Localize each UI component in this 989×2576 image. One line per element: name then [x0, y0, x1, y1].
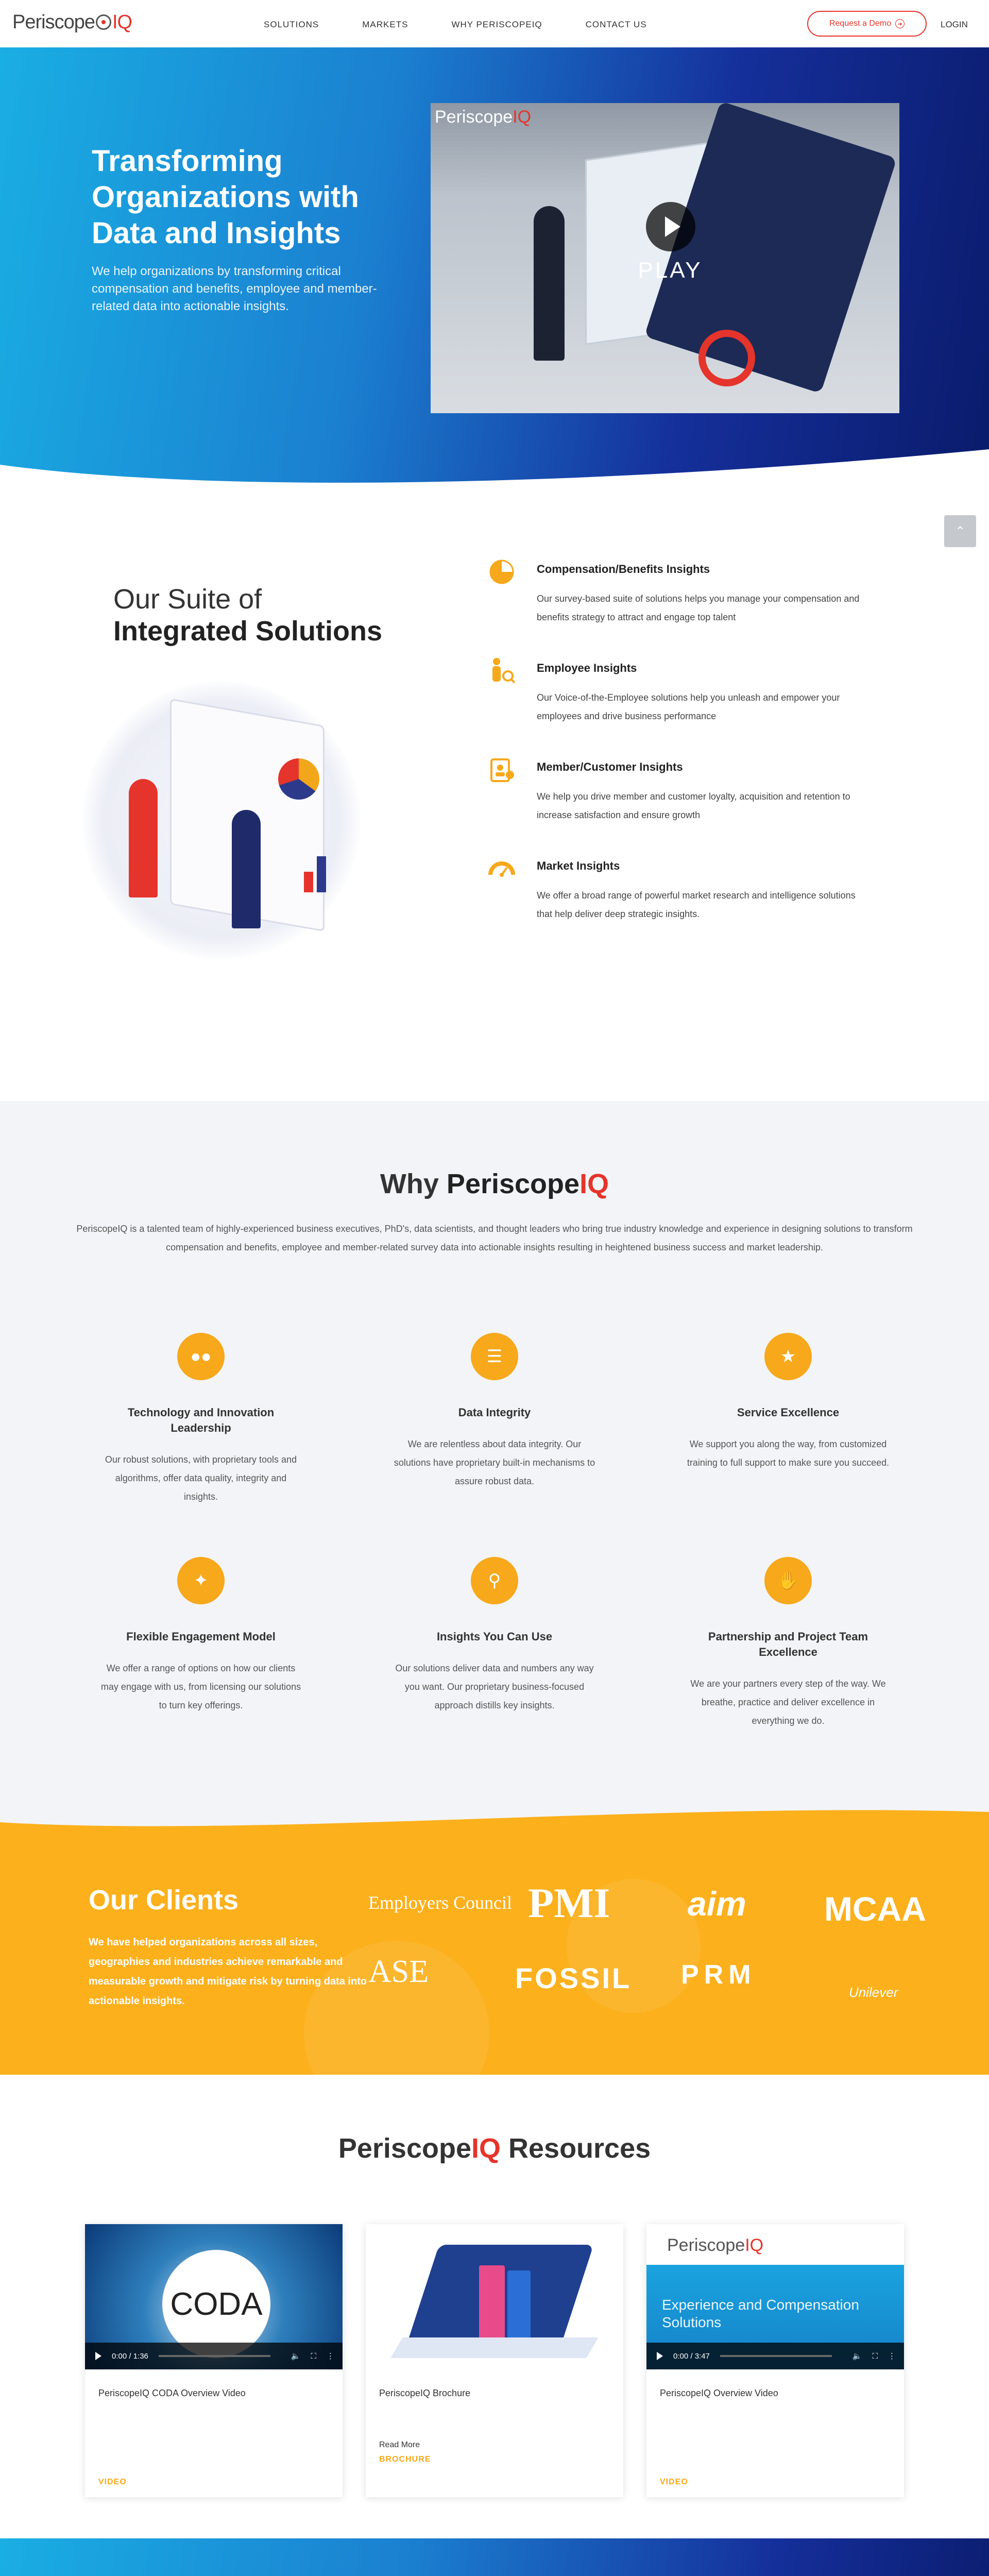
solution-text: We help you drive member and customer loyalty, acquisition and retention to increase satisfaction and ensure growth — [537, 791, 850, 820]
illustration-person-female — [129, 779, 158, 897]
play-icon[interactable] — [657, 2352, 663, 2360]
illustration-person-male — [232, 810, 261, 928]
video-controls[interactable] — [646, 2343, 904, 2369]
video-logo: PeriscopeIQ — [435, 107, 532, 127]
arrow-right-icon: ➜ — [895, 19, 905, 28]
clients-wave — [0, 1807, 989, 1838]
nav-solutions[interactable]: SOLUTIONS — [264, 20, 319, 29]
resource-card-coda-video[interactable] — [85, 2224, 343, 2497]
logo-eye-icon — [96, 14, 111, 30]
solution-title: Market Insights — [537, 859, 620, 872]
card-type: VIDEO — [660, 2478, 688, 2486]
coda-video-player[interactable] — [85, 2224, 343, 2369]
hero-section — [0, 47, 989, 496]
scroll-to-top-button[interactable] — [944, 515, 976, 547]
feature-title: Service Excellence — [737, 1406, 840, 1419]
handshake-icon: ✋ — [764, 1557, 812, 1604]
feature-title: Data Integrity — [458, 1406, 531, 1419]
chevron-up-icon: ⌃ — [954, 524, 966, 538]
overview-video-player[interactable] — [646, 2224, 904, 2369]
client-logo-mcaa: MCAA — [824, 1890, 926, 1928]
nav-markets[interactable]: MARKETS — [362, 20, 408, 29]
brochure-image — [366, 2224, 623, 2369]
login-link[interactable]: LOGIN — [941, 20, 968, 29]
nav-contact-us[interactable]: CONTACT US — [585, 20, 647, 29]
keyboard-icon — [390, 2337, 598, 2358]
illustration-pie-icon — [278, 758, 319, 800]
suite-illustration — [82, 681, 361, 959]
read-more-link[interactable]: Read More — [379, 2441, 420, 2449]
why-description: PeriscopeIQ is a talented team of highly-experienced business executives, PhD's, data scientists, and thought leaders who bring true industry knowledge and experience in designing solutions to transform compensation and benefits, employee and member-related survey data into actionable insights resulting in heightened business success and market leadership. — [76, 1224, 913, 1252]
feature-title: Insights You Can Use — [436, 1630, 553, 1643]
feature-text: Our robust solutions, with proprietary tools and algorithms, offer data quality, integrity and insights. — [105, 1454, 297, 1502]
coda-media-title: CODA — [162, 2250, 270, 2358]
feature-technology — [98, 1333, 304, 1506]
hero-wave — [0, 449, 989, 496]
illustration-bar — [304, 872, 313, 892]
feature-insights — [391, 1557, 598, 1715]
volume-icon[interactable]: 🔈 — [291, 2352, 301, 2361]
card-title: PeriscopeIQ Brochure — [379, 2388, 471, 2398]
feature-text: We support you along the way, from customized training to full support to make sure you succeed. — [687, 1439, 890, 1468]
feature-service — [685, 1333, 891, 1472]
feature-data-integrity — [391, 1333, 598, 1490]
fullscreen-icon[interactable]: ⛶ — [311, 2351, 316, 2361]
client-logo-pmi: PMI — [528, 1879, 610, 1926]
suite-title-light: Our Suite of — [113, 584, 262, 615]
illustration-bar — [317, 856, 326, 892]
client-logo-aim: aim — [688, 1885, 746, 1923]
video-progress-track[interactable] — [159, 2355, 270, 2357]
solution-title: Employee Insights — [537, 662, 637, 674]
pie-chart-icon — [487, 557, 516, 586]
solution-text: We offer a broad range of powerful market research and intelligence solutions that help deliver deep strategic insights. — [537, 890, 856, 919]
card-title: PeriscopeIQ Overview Video — [660, 2388, 778, 2398]
feature-flexible — [98, 1557, 304, 1715]
feature-text: We are relentless about data integrity. Our solutions have proprietary built-in mechanisms to assure robust data. — [394, 1439, 595, 1486]
more-options-icon[interactable]: ⋮ — [327, 2352, 334, 2361]
client-logo-prm: PRM — [681, 1960, 756, 1990]
feature-title: Partnership and Project Team Excellence — [708, 1630, 868, 1658]
clients-title: Our Clients — [89, 1885, 239, 1916]
feature-text: Our solutions deliver data and numbers any way you want. Our proprietary business-focused approach distills key insights. — [395, 1663, 594, 1710]
hero-subtitle: We help organizations by transforming critical compensation and benefits, employee and member-related data into actionable insights. — [92, 264, 377, 313]
more-options-icon[interactable]: ⋮ — [888, 2352, 896, 2361]
person-search-icon — [487, 656, 516, 685]
play-icon[interactable] — [95, 2352, 101, 2360]
why-section — [0, 1101, 989, 1807]
video-time: 0:00 / 3:47 — [673, 2351, 710, 2361]
feature-text: We offer a range of options on how our clients may engage with us, from licensing our solutions to turn key offerings. — [100, 1663, 301, 1710]
solution-title: Compensation/Benefits Insights — [537, 563, 710, 575]
volume-icon[interactable]: 🔈 — [852, 2352, 862, 2361]
logo[interactable] — [12, 11, 132, 33]
people-icon: ●● — [177, 1333, 225, 1380]
solution-title: Member/Customer Insights — [537, 760, 683, 773]
video-time: 0:00 / 1:36 — [112, 2351, 148, 2361]
card-type: VIDEO — [98, 2478, 127, 2486]
request-demo-label: Request a Demo — [829, 19, 892, 28]
resource-card-brochure[interactable] — [366, 2224, 623, 2497]
card-type: BROCHURE — [379, 2455, 431, 2464]
client-logo-ase: ASE — [368, 1954, 429, 1989]
hero-title: Transforming Organizations with Data and Insights — [92, 144, 359, 250]
feature-partnership — [685, 1557, 891, 1730]
resources-title: PeriscopeIQ Resources — [338, 2133, 651, 2164]
search-icon: ⚲ — [471, 1557, 518, 1604]
trophy-icon: ★ — [764, 1333, 812, 1380]
solution-text: Our Voice-of-the-Employee solutions help you unleash and empower your employees and drive business performance — [537, 692, 840, 721]
resources-section — [0, 2075, 989, 2538]
nav-why-periscopeiq[interactable]: WHY PERISCOPEIQ — [451, 20, 542, 29]
member-card-icon — [487, 755, 516, 784]
hero-video[interactable] — [431, 103, 899, 413]
site-header — [0, 0, 989, 47]
play-icon[interactable] — [646, 202, 695, 251]
clients-section — [0, 1807, 989, 2075]
consultation-section — [0, 2538, 989, 2576]
request-demo-button[interactable] — [807, 11, 927, 37]
clients-description: We have helped organizations across all sizes, geographies and industries achieve remarkable and measurable growth and mitigate risk by turning data into actionable insights. — [89, 1937, 367, 2007]
play-label: PLAY — [638, 258, 703, 283]
video-illustration-person — [534, 206, 565, 361]
main-nav — [264, 20, 690, 30]
video-progress-track[interactable] — [720, 2355, 832, 2357]
logo-text: Periscope — [12, 11, 95, 33]
solutions-suite-section — [0, 496, 989, 1101]
feature-title: Flexible Engagement Model — [126, 1630, 276, 1643]
overview-video-logo: PeriscopeIQ — [667, 2235, 764, 2255]
resource-card-overview-video[interactable] — [646, 2224, 904, 2497]
feature-text: We are your partners every step of the way. We breathe, practice and deliver excellence in everything we do. — [690, 1679, 886, 1726]
client-logo-unilever: Unilever — [849, 1985, 898, 2000]
database-icon: ☰ — [471, 1333, 518, 1380]
card-title: PeriscopeIQ CODA Overview Video — [98, 2388, 246, 2398]
overview-media-title: Experience and Compensation Solutions — [662, 2297, 859, 2330]
gauge-icon — [487, 854, 516, 883]
video-illustration-magnifier — [698, 330, 755, 386]
video-controls[interactable] — [85, 2343, 343, 2369]
why-title: Why PeriscopeIQ — [380, 1168, 609, 1199]
client-logo-fossil: FOSSIL — [515, 1962, 632, 1994]
network-icon: ✦ — [177, 1557, 225, 1604]
suite-title-bold: Integrated Solutions — [113, 616, 383, 647]
feature-title: Technology and Innovation Leadership — [127, 1406, 275, 1434]
solution-text: Our survey-based suite of solutions helps you manage your compensation and benefits strategy to attract and engage top talent — [537, 594, 860, 622]
logo-iq: IQ — [112, 11, 132, 33]
fullscreen-icon[interactable]: ⛶ — [872, 2351, 878, 2361]
client-logo-employers-council: Employers Council — [368, 1892, 512, 1913]
